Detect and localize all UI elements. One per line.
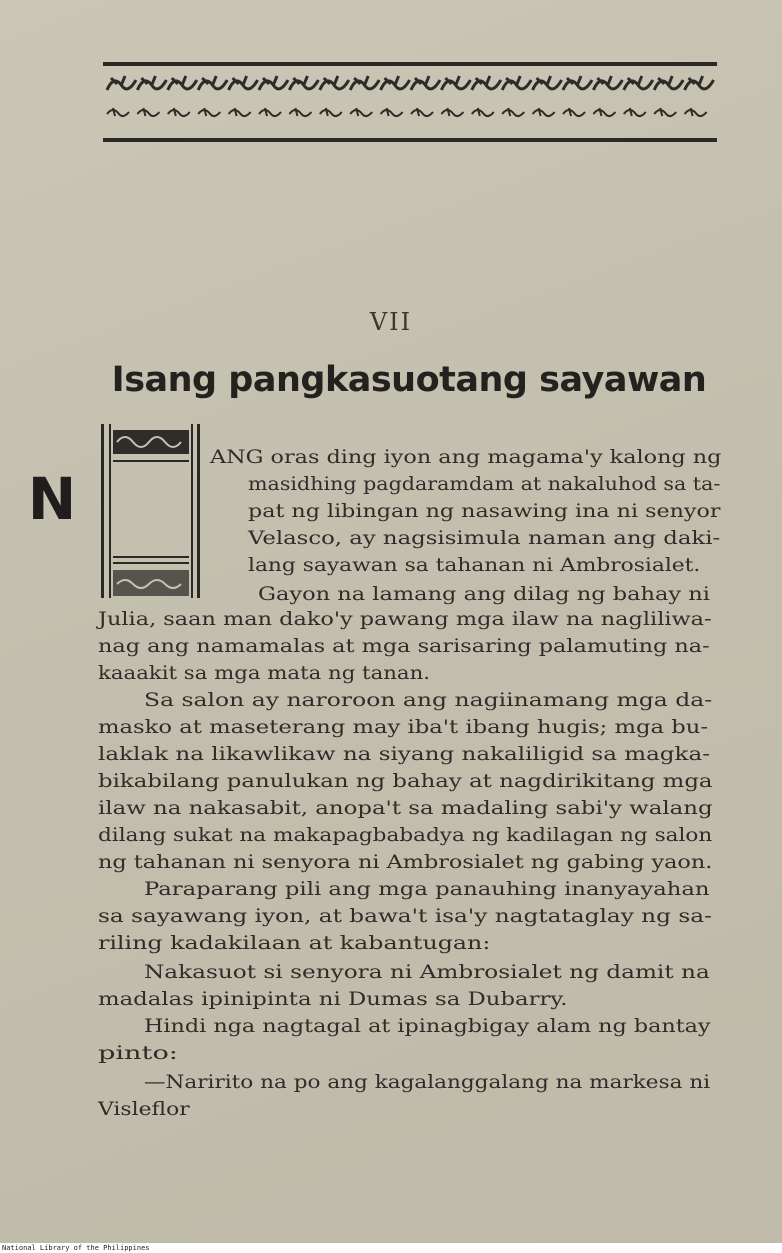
chapter-number: VII bbox=[369, 308, 413, 336]
text-line: pinto: bbox=[98, 1042, 178, 1064]
text-line: bikabilang panulukan ng bahay at nagdirikitang mga bbox=[98, 770, 713, 792]
text-line: Nakasuot si senyora ni Ambrosialet ng damit na bbox=[144, 961, 710, 983]
text-line: Sa salon ay naroroon ang nagiinamang mga da- bbox=[144, 689, 713, 711]
text-line: Paraparang pili ang mga panauhing inanyayahan bbox=[144, 878, 710, 900]
footer-credit: National Library of the Philippines bbox=[2, 1244, 150, 1252]
chapter-title: Isang pangkasuotang sayawan bbox=[111, 360, 707, 400]
text-line: lang sayawan sa tahanan ni Ambrosialet. bbox=[248, 554, 701, 576]
text-line: masidhing pagdaramdam at nakaluhod sa ta- bbox=[248, 473, 721, 495]
text-line: ilaw na nakasabit, anopa't sa madaling sabi'y walang bbox=[98, 797, 713, 819]
text-line: riling kadakilaan at kabantugan: bbox=[98, 932, 491, 954]
text-line: Gayon na lamang ang dilag ng bahay ni bbox=[258, 583, 710, 605]
drop-cap-frame bbox=[99, 422, 203, 600]
text-line: sa sayawang iyon, at bawa't isa'y nagtataglay ng sa- bbox=[98, 905, 712, 927]
text-line: ANG oras ding iyon ang magama'y kalong ng bbox=[210, 446, 722, 468]
text-line: nag ang namamalas at mga sarisaring palamuting na- bbox=[98, 635, 710, 657]
text-line: Velasco, ay nagsisimula naman ang daki- bbox=[248, 527, 721, 549]
text-line: laklak na likawlikaw na siyang nakaliligid sa magka- bbox=[98, 743, 711, 765]
drop-cap-letter: N bbox=[27, 465, 77, 533]
text-line: Hindi nga nagtagal at ipinagbigay alam ng bantay bbox=[144, 1015, 711, 1037]
text-line: Julia, saan man dako'y pawang mga ilaw na nagliliwa- bbox=[98, 608, 712, 630]
text-line: —Naririto na po ang kagalanggalang na markesa ni bbox=[144, 1071, 711, 1093]
text-line: Visleflor bbox=[98, 1098, 190, 1120]
text-line: masko at maseterang may iba't ibang hugis; mga bu- bbox=[98, 716, 709, 738]
text-line: madalas ipinipinta ni Dumas sa Dubarry. bbox=[98, 988, 568, 1010]
text-line: ng tahanan ni senyora ni Ambrosialet ng gabing yaon. bbox=[98, 851, 713, 873]
text-line: dilang sukat na makapagbabadya ng kadilagan ng salon bbox=[98, 824, 713, 846]
text-line: pat ng libingan ng nasawing ina ni senyor bbox=[248, 500, 721, 522]
text-line: kaaakit sa mga mata ng tanan. bbox=[98, 662, 431, 684]
ornamental-header-border bbox=[103, 62, 717, 144]
